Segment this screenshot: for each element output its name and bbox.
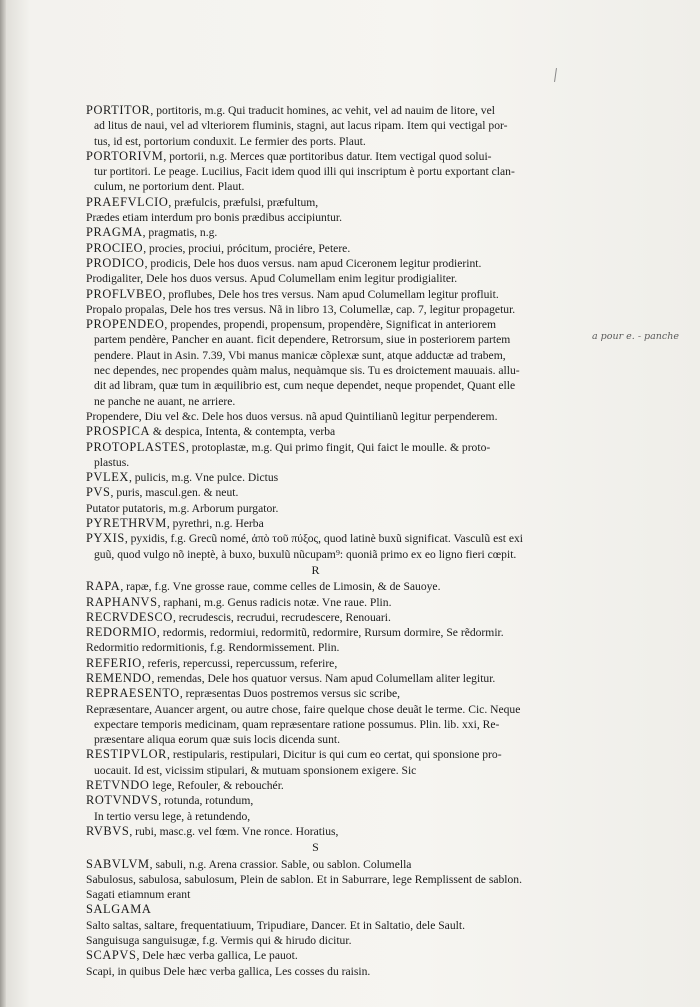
entry-headword: ROTVNDVS: [86, 793, 159, 808]
dictionary-entry: [86, 671, 586, 686]
entry-headword: RESTIPVLOR: [86, 747, 168, 762]
handwritten-margin-note: a pour e. - panche: [592, 331, 679, 342]
entry-headword: RETVNDO: [86, 778, 150, 793]
entry-headword: RAPA: [86, 579, 121, 594]
entry-text: , pragmatis, n.g.: [142, 226, 218, 240]
entry-continuation-line: tus, id est, portorium conduxit. Le fermier des ports. Plaut.: [94, 134, 366, 148]
dictionary-entry: [86, 793, 586, 808]
dictionary-entry: [86, 501, 586, 516]
entry-text: lege, Refouler, & rebouchér.: [149, 779, 284, 793]
dictionary-entry: [86, 824, 586, 839]
entry-continuation-line: ad litus de naui, vel ad vlteriorem fluminis, stagni, aut lacus ripam. Item qui vectigal por-: [94, 119, 508, 133]
entry-text: , sabuli, n.g. Arena crassior. Sable, ou sablon. Columella: [149, 857, 412, 871]
entry-headword: REFERIO: [86, 655, 142, 670]
entry-headword: REPRAESENTO: [86, 686, 180, 701]
dictionary-entry: [86, 686, 586, 701]
dictionary-entry: [86, 625, 586, 640]
entry-text: , repræsentas Duos postremos versus sic scribe,: [179, 687, 401, 701]
entry-text: , redormis, redormiui, redormitũ, redormire, Rursum dormire, Se rẽdormir.: [156, 626, 504, 640]
entry-headword: PVS: [86, 485, 111, 500]
dictionary-entry: [86, 302, 586, 317]
entry-headword: SALGAMA: [86, 902, 152, 917]
dictionary-entry: [86, 610, 586, 625]
entry-headword: REDORMIO: [86, 625, 157, 640]
entry-text: , proflubes, Dele hos tres versus. Nam apud Columellam legitur profluit.: [162, 287, 499, 301]
entry-headword: PROSPICA: [86, 424, 151, 439]
entry-continuation-line: nec dependes, nec propendes quàm malus, nequàmque sis. Tu es droictement mauuais. allu-: [94, 364, 520, 378]
dictionary-entry: [86, 531, 586, 562]
entry-text: , portorii, n.g. Merces quæ portitoribus datur. Item vectigal quod solui-: [163, 149, 492, 163]
dictionary-entry: [86, 287, 586, 302]
dictionary-entry: [86, 964, 586, 979]
dictionary-entry: [86, 595, 586, 610]
dictionary-entry: [86, 241, 586, 256]
entry-continuation-line: tur portitori. Le peage. Lucilius, Facit idem quod illi qui inscriptum è portu exportant clan-: [94, 165, 515, 179]
dictionary-entry: [86, 271, 586, 286]
dictionary-entry: [86, 149, 586, 195]
dictionary-entry: [86, 918, 586, 933]
entry-headword: PROTOPLASTES: [86, 439, 186, 454]
dictionary-entry: [86, 902, 586, 917]
entry-text: , puris, mascul.gen. & neut.: [110, 486, 239, 500]
entry-headword: RVBVS: [86, 823, 130, 838]
dictionary-entry: [86, 317, 586, 409]
entry-text: , remendas, Dele hos quatuor versus. Nam apud Columellam aliter legitur.: [151, 671, 496, 685]
entry-text: , Dele hæc verba gallica, Le pauot.: [136, 949, 298, 963]
entry-text: , procies, prociui, prócitum, prociére, Petere.: [143, 241, 351, 255]
dictionary-entry: [86, 256, 586, 271]
section-letter: R: [311, 562, 321, 577]
entry-text: Prodigaliter, Dele hos duos versus. Apud Columellam enim legitur prodigialiter.: [86, 272, 458, 286]
entry-headword: PYRETHRVM: [86, 516, 167, 531]
entry-headword: PYXIS: [86, 531, 125, 546]
dictionary-entry: [86, 778, 586, 793]
entry-text: In tertio versu lege, à retundendo,: [94, 809, 251, 823]
entry-text: , pulicis, m.g. Vne pulce. Dictus: [128, 471, 279, 485]
entry-text: , præfulcis, præfulsi, præfultum,: [168, 195, 319, 209]
entry-continuation-line: partem pendère, Pancher en auant. ficit dependere, Retrorsum, siue in posteriorem partem: [94, 333, 511, 347]
entry-text: , pyxidis, f.g. Grecũ nomé, ἀπὸ τοῦ πύξος, quod latinè buxũ significat. Vasculũ est exi: [124, 532, 524, 546]
entry-text: Propendere, Diu vel &c. Dele hos duos versus. nã apud Quintilianũ legitur perpenderem.: [86, 409, 498, 423]
dictionary-text: [86, 103, 586, 979]
entry-headword: RAPHANVS: [86, 594, 158, 609]
dictionary-entry: [86, 857, 586, 872]
entry-headword: SCAPVS: [86, 948, 137, 963]
dictionary-entry: [86, 409, 586, 424]
entry-text: Repræsentare, Auancer argent, ou autre chose, faire quelque chose deuãt le terme. Cic. Neque: [86, 702, 521, 716]
entry-headword: PRAGMA: [86, 225, 143, 240]
dictionary-entry: [86, 225, 586, 240]
entry-headword: PRAEFVLCIO: [86, 194, 169, 209]
entry-text: , prodicis, Dele hos duos versus. nam apud Ciceronem legitur prodierint.: [144, 256, 482, 270]
entry-text: , referis, repercussi, repercussum, referire,: [141, 656, 338, 670]
entry-headword: PRODICO: [86, 255, 145, 270]
entry-continuation-line: expectare temporis medicinam, quam repræsentare ratione possumus. Plin. lib. xxi, Re-: [94, 717, 500, 731]
entry-headword: PROFLVBEO: [86, 286, 163, 301]
entry-continuation-line: pendere. Plaut in Asin. 7.39, Vbi manus manicæ cõplexæ sunt, atque adductæ ad trabem,: [94, 348, 506, 362]
entry-continuation-line: culum, ne portorium dent. Plaut.: [94, 180, 245, 194]
entry-text: , portitoris, m.g. Qui traducit homines, ac vehit, vel ad nauim de litore, vel: [150, 104, 495, 117]
entry-headword: PORTITOR: [86, 103, 151, 117]
dictionary-entry: [86, 210, 586, 225]
entry-text: , restipularis, restipulari, Dicitur is qui cum eo certat, qui sponsione pro-: [167, 748, 502, 762]
entry-headword: PROCIEO: [86, 240, 144, 255]
dictionary-entry: [86, 440, 586, 471]
dictionary-entry: [86, 809, 586, 824]
entry-headword: PVLEX: [86, 470, 129, 485]
dictionary-entry: [86, 485, 586, 500]
entry-text: & despica, Intenta, & contempta, verba: [150, 425, 336, 439]
dictionary-entry: [86, 702, 586, 748]
entry-text: Sanguisuga sanguisugæ, f.g. Vermis qui & hirudo dicitur.: [86, 934, 352, 948]
dictionary-entry: [86, 424, 586, 439]
entry-text: Sabulosus, sabulosa, sabulosum, Plein de sablon. Et in Saburrare, lege Remplissent de sablon.: [86, 872, 522, 886]
dictionary-entry: [86, 640, 586, 655]
entry-headword: SABVLVM: [86, 856, 150, 871]
entry-continuation-line: uocauit. Id est, vicissim stipulari, & mutuam sponsionem exigere. Sic: [94, 763, 417, 777]
dictionary-entry: [86, 470, 586, 485]
entry-headword: REMENDO: [86, 670, 152, 685]
entry-continuation-line: præsentare aliqua eorum quæ suis locis dicenda sunt.: [94, 733, 340, 747]
entry-headword: RECRVDESCO: [86, 609, 173, 624]
entry-text: Propalo propalas, Dele hos tres versus. Nã in libro 13, Columellæ, cap. 7, legitur propagetur.: [86, 302, 516, 316]
entry-continuation-line: guũ, quod vulgo nõ ineptè, à buxo, buxulũ nũcupam⁹: quoniã primo ex eo ligno fieri cœpit.: [94, 547, 517, 561]
page-gutter-shadow: [0, 0, 6, 1007]
entry-text: , raphani, m.g. Genus radicis notæ. Vne raue. Plin.: [157, 595, 392, 609]
entry-text: Redormitio redormitionis, f.g. Rendormissement. Plin.: [86, 641, 340, 655]
dictionary-entry: [86, 887, 586, 902]
entry-text: , rapæ, f.g. Vne grosse raue, comme celles de Limosin, & de Sauoye.: [120, 580, 441, 594]
entry-continuation-line: dit ad libram, quæ tum in æquilibrio est, cum neque dependet, neque propendet, Quant elle: [94, 379, 516, 393]
entry-text: Salto saltas, saltare, frequentatiuum, Tripudiare, Dancer. Et in Saltatio, dele Sault.: [86, 918, 465, 932]
entry-headword: PROPENDEO: [86, 317, 165, 332]
dictionary-entry: [86, 948, 586, 963]
entry-text: , recrudescis, recrudui, recrudescere, Renouari.: [172, 610, 391, 624]
entry-continuation-line: plastus.: [94, 455, 130, 469]
dictionary-entry: [86, 872, 586, 887]
entry-text: Prædes etiam interdum pro bonis prædibus accipiuntur.: [86, 211, 342, 225]
section-letter: S: [312, 840, 320, 855]
dictionary-entry: [86, 933, 586, 948]
entry-headword: PORTORIVM: [86, 148, 164, 163]
dictionary-entry: [86, 195, 586, 210]
entry-text: Scapi, in quibus Dele hæc verba gallica, Les cosses du raisin.: [86, 964, 371, 978]
dictionary-entry: [86, 103, 586, 149]
entry-text: , pyrethri, n.g. Herba: [166, 517, 264, 531]
entry-continuation-line: ne panche ne auant, ne arriere.: [94, 394, 236, 408]
entry-text: , rotunda, rotundum,: [158, 794, 254, 808]
dictionary-entry: [86, 656, 586, 671]
entry-text: Putator putatoris, m.g. Arborum purgator.: [86, 501, 279, 515]
dictionary-entry: [86, 579, 586, 594]
dictionary-entry: [86, 516, 586, 531]
pencil-mark: [554, 68, 557, 82]
entry-text: Sagati etiamnum erant: [86, 888, 191, 902]
entry-text: , rubi, masc.g. vel fœm. Vne ronce. Horatius,: [129, 824, 339, 838]
entry-text: , propendes, propendi, propensum, propendère, Significat in anteriorem: [164, 318, 497, 332]
entry-text: , protoplastæ, m.g. Qui primo fingit, Qui faict le moulle. & proto-: [185, 440, 491, 454]
dictionary-entry: [86, 747, 586, 778]
